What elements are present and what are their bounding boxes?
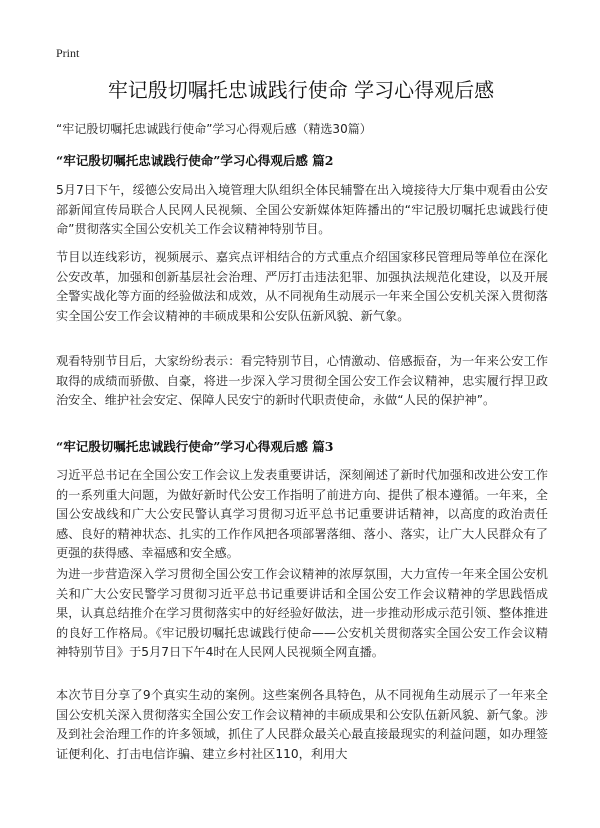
paragraph: 习近平总书记在全国公安工作会议上发表重要讲话，深刻阐述了新时代加强和改进公安工作的一系列重大问题，为做好新时代公安工作指明了前进方向、提供了根本遵循。一年来，全国公安战线和广大公安民警认真学习贯彻习近平总书记重要讲话精神，以高度的政治责任感、良好的精神状态、扎实的工作作风把各项部署落细、落小、落实，让广大人民群众有了更强的获得感、幸福感和安全感。 [56, 468, 548, 560]
paragraph: 节目以连线彩访，视频展示、嘉宾点评相结合的方式重点介绍国家移民管理局等单位在深化公安改革，加强和创新基层社会治理、严厉打击违法犯罪、加强执法规范化建设，以及开展全警实战化等方面的经验做法和成效，从不同视角生动展示一年来全国公安机关深入贯彻落实全国公安工作会议精神的丰硕成果和公安队伍新风貌、新气象。 [56, 250, 548, 323]
section-heading: “牢记殷切嘱托忠诚践行使命”学习心得观后感 篇2 [56, 153, 334, 168]
paragraph: 观看特别节目后，大家纷纷表示：看完特别节目，心情激动、倍感振奋，为一年来公安工作取得的成绩而骄傲、自豪，将进一步深入学习贯彻全国公安工作会议精神，忠实履行捍卫政治安全、维护社会安定、保障人民安宁的新时代职责使命，永做“人民的保护神”。 [56, 354, 548, 407]
intro-line: “牢记殷切嘱托忠诚践行使命”学习心得观后感（精选30篇） [56, 122, 372, 136]
section-heading: “牢记殷切嘱托忠诚践行使命”学习心得观后感 篇3 [56, 439, 334, 454]
paragraph: 本次节目分享了9个真实生动的案例。这些案例各具特色，从不同视角生动展示了一年来全国公安机关深入贯彻落实全国公安工作会议精神的丰硕成果和公安队伍新风貌、新气象。涉及到社会治理工作的许多领域，抓住了人民群众最关心最直接最现实的利益问题，如办理签证便利化、打击电信诈骗、建立乡村社区110，利用大 [56, 688, 548, 761]
print-link[interactable]: Print [56, 46, 80, 60]
paragraph: 5月7日下午，绥德公安局出入境管理大队组织全体民辅警在出入境接待大厅集中观看由公安部新闻宣传局联合人民网人民视频、全国公安新媒体矩阵播出的“牢记殷切嘱托忠诚践行使命”贯彻落实全国公安机关工作会议精神特别节目。 [56, 183, 548, 236]
page-title: 牢记殷切嘱托忠诚践行使命 学习心得观后感 [107, 78, 495, 102]
paragraph: 为进一步营造深入学习贯彻全国公安工作会议精神的浓厚氛围，大力宣传一年来全国公安机关和广大公安民警学习贯彻习近平总书记重要讲话和全国公安工作会议精神的学思践悟成果，认真总结推介在学习贯彻落实中的好经验好做法，进一步推动形成示范引领、整体推进的良好工作格局。《牢记殷切嘱托忠诚践行使命——公安机关贯彻落实全国公安工作会议精神特别节目》于5月7日下午4时在人民网人民视频全网直播。 [56, 567, 548, 659]
